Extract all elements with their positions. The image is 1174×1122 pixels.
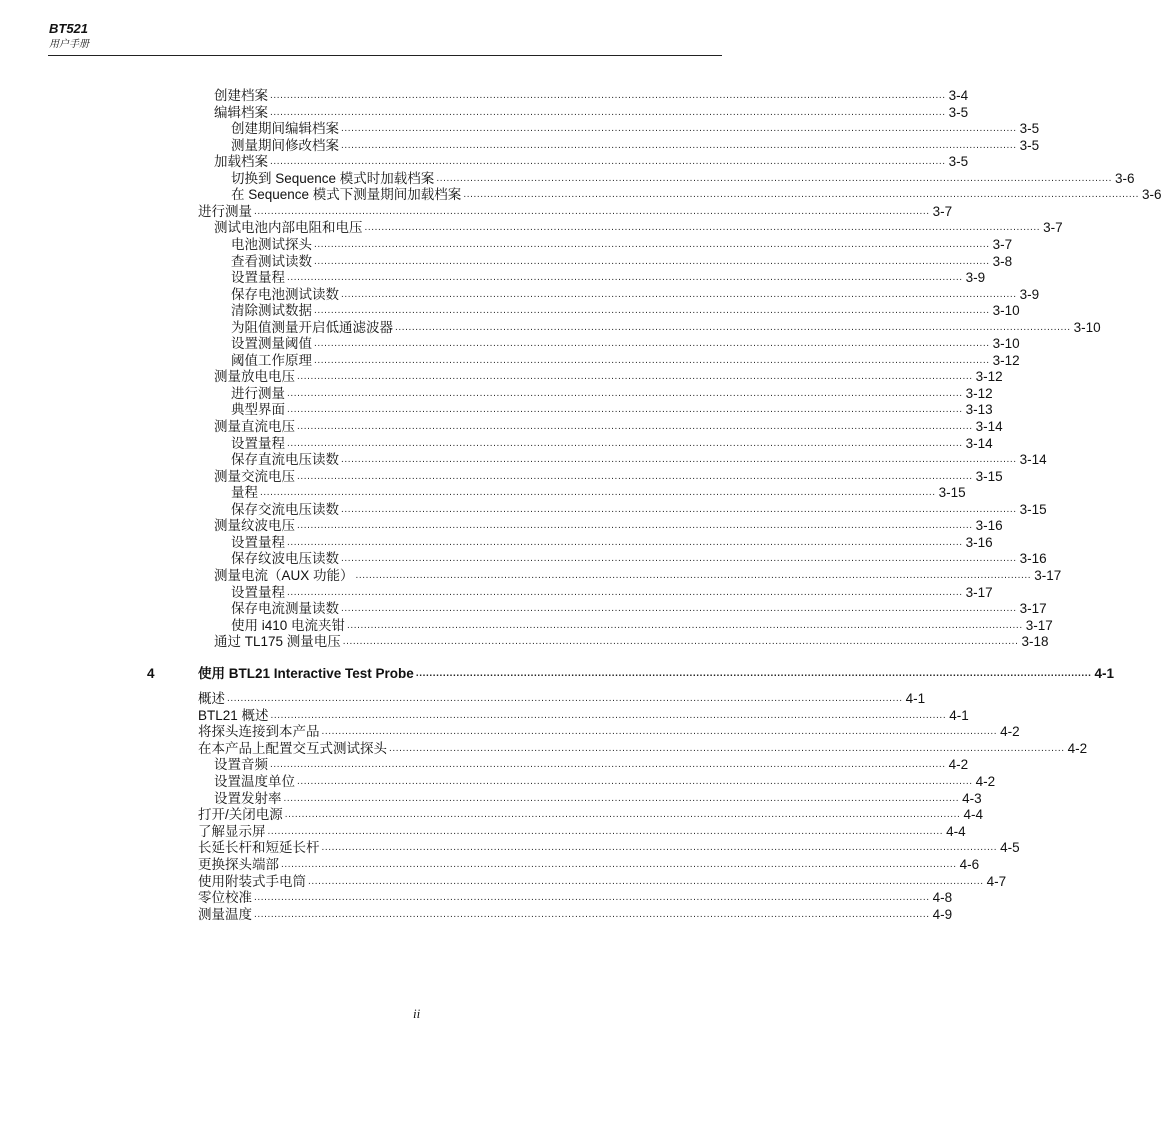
toc-entry-page: 4-9 (932, 906, 953, 922)
dot-leader: ........................................................................................................................................................................................................ (287, 387, 963, 399)
toc-entry[interactable] (198, 823, 966, 840)
toc-entry-page: 3-6 (1141, 187, 1162, 203)
toc-entry[interactable] (198, 203, 953, 220)
toc-entry-title: 测试电池内部电阻和电压 (214, 220, 363, 236)
dot-leader: ........................................................................................................................................................................................................ (364, 222, 1041, 234)
toc-entry[interactable] (198, 120, 1040, 137)
dot-leader: ........................................................................................................................................................................................................ (297, 371, 973, 383)
dot-leader: ........................................................................................................................................................................................................ (341, 553, 1017, 565)
dot-leader: ........................................................................................................................................................................................................ (342, 636, 1019, 648)
toc-entry-title: 编辑档案 (214, 104, 268, 120)
toc-entry-page: 3-13 (965, 402, 993, 418)
toc-entry-title: 长延长杆和短延长杆 (198, 840, 320, 856)
dot-leader: ........................................................................................................................................................................................................ (297, 470, 973, 482)
toc-entry-page: 4-2 (975, 774, 996, 789)
toc-entry-title: BTL21 概述 (198, 707, 269, 723)
toc-entry-title: 打开/关闭电源 (198, 807, 283, 823)
toc-entry-page: 3-4 (948, 88, 969, 103)
dot-leader: ........................................................................................................................................................................................................ (287, 272, 963, 284)
toc-entry-title: 进行测量 (231, 385, 285, 401)
header-divider (48, 55, 722, 56)
toc-entry[interactable] (198, 335, 1020, 352)
dot-leader: ........................................................................................................................................................................................................ (297, 520, 973, 532)
toc-entry-page: 4-2 (1067, 740, 1088, 756)
toc-entry-title: 更换探头端部 (198, 857, 279, 872)
dot-leader: ........................................................................................................................................................................................................ (287, 437, 963, 449)
toc-entry-page: 3-5 (948, 104, 969, 120)
toc-entry-title: 测量温度 (198, 906, 252, 922)
toc-entry-page: 3-17 (965, 584, 993, 600)
toc-entry-title: 通过 TL175 测量电压 (214, 634, 341, 650)
toc-entry[interactable] (198, 617, 1053, 634)
dot-leader: ........................................................................................................................................................................................................ (314, 338, 990, 350)
toc-entry[interactable] (198, 137, 1040, 154)
toc-entry-title: 测量交流电压 (214, 468, 295, 484)
toc-chapter-heading[interactable] (198, 665, 1114, 682)
toc-entry-page: 4-8 (932, 890, 953, 906)
toc-entry-page: 3-16 (1019, 551, 1047, 567)
dot-leader: ........................................................................................................................................................................................................ (227, 693, 903, 704)
dot-leader: ........................................................................................................................................................................................................ (436, 172, 1112, 184)
toc-entry-title: 零位校准 (198, 890, 252, 906)
toc-entry-title: 将探头连接到本产品 (198, 724, 320, 740)
dot-leader: ........................................................................................................................................................................................................ (260, 487, 936, 499)
toc-entry-page: 4-3 (962, 790, 982, 806)
dot-leader: ........................................................................................................................................................................................................ (297, 776, 973, 787)
dot-leader: ........................................................................................................................................................................................................ (341, 288, 1017, 300)
toc-entry-page: 3-16 (975, 518, 1003, 534)
dot-leader: ........................................................................................................................................................................................................ (284, 809, 961, 821)
toc-entry-title: 设置量程 (231, 534, 285, 550)
dot-leader: ........................................................................................................................................................................................................ (287, 404, 963, 416)
toc-entry-page: 3-7 (1043, 220, 1063, 236)
toc-entry-page: 3-17 (1019, 601, 1047, 617)
dot-leader: ........................................................................................................................................................................................................ (347, 619, 1023, 631)
toc-entry-title: 测量直流电压 (214, 419, 295, 434)
toc-entry[interactable] (198, 286, 1040, 303)
toc-entry[interactable] (198, 236, 1013, 253)
toc-entry[interactable] (198, 385, 993, 402)
toc-entry[interactable] (198, 567, 1062, 584)
dot-leader: ........................................................................................................................................................................................................ (308, 875, 984, 887)
toc-entry-title: 清除测试数据 (231, 303, 312, 319)
toc-entry-title: 在 Sequence 模式下测量期间加载档案 (231, 187, 462, 203)
toc-entry-title: 电池测试探头 (231, 236, 312, 252)
toc-entry-title: 阈值工作原理 (231, 352, 312, 368)
toc-entry[interactable] (198, 352, 1020, 369)
toc-entry-title: 设置测量阈值 (231, 336, 312, 352)
toc-entry[interactable] (198, 253, 1013, 270)
toc-entry-title: 使用附装式手电筒 (198, 873, 306, 889)
toc-entry[interactable] (198, 170, 1135, 187)
toc-entry-page: 3-7 (932, 203, 953, 219)
toc-entry-title: 切换到 Sequence 模式时加载档案 (231, 170, 435, 186)
toc-entry[interactable] (198, 740, 1088, 757)
toc-entry-page: 4-7 (986, 873, 1007, 889)
dot-leader: ........................................................................................................................................................................................................ (415, 668, 1092, 679)
dot-leader: ........................................................................................................................................................................................................ (355, 569, 1032, 581)
dot-leader: ........................................................................................................................................................................................................ (254, 908, 930, 920)
toc-entry-title: 设置量程 (231, 435, 285, 451)
toc-entry-page: 3-14 (1019, 452, 1047, 468)
toc-entry-title: 设置温度单位 (214, 774, 295, 789)
toc-entry[interactable] (198, 269, 986, 286)
toc-entry-title: 测量放电电压 (214, 369, 295, 385)
toc-entry-page: 3-5 (1019, 137, 1040, 153)
toc-entry-page: 3-12 (975, 369, 1003, 385)
dot-leader: ........................................................................................................................................................................................................ (341, 503, 1017, 515)
toc-entry[interactable] (198, 418, 1003, 435)
toc-entry[interactable] (198, 806, 983, 823)
toc-entry[interactable] (198, 534, 993, 551)
toc-entry-title: 创建期间编辑档案 (231, 121, 339, 137)
toc-entry-page: 3-15 (975, 468, 1003, 484)
toc-entry-title: 保存交流电压读数 (231, 501, 339, 517)
dot-leader: ........................................................................................................................................................................................................ (254, 892, 930, 904)
toc-chapter-page: 4-1 (1094, 666, 1114, 681)
toc-entry-page: 3-14 (965, 435, 993, 451)
toc-entry-page: 4-2 (948, 757, 969, 773)
toc-entry-page: 4-4 (946, 823, 966, 839)
toc-entry-title: 典型界面 (231, 402, 285, 418)
toc-entry-title: 加载档案 (214, 154, 268, 170)
dot-leader: ........................................................................................................................................................................................................ (341, 603, 1017, 615)
dot-leader: ........................................................................................................................................................................................................ (270, 759, 946, 771)
toc-entry-page: 3-12 (992, 352, 1020, 368)
toc-entry-title: 测量纹波电压 (214, 518, 295, 534)
toc-entry[interactable] (198, 302, 1020, 319)
dot-leader: ........................................................................................................................................................................................................ (270, 709, 947, 721)
toc-entry-title: 设置量程 (231, 270, 285, 286)
toc-entry[interactable] (198, 600, 1047, 617)
toc-entry-title: 设置音频 (214, 757, 268, 773)
toc-entry-title: 保存电池测试读数 (231, 286, 339, 302)
dot-leader: ........................................................................................................................................................................................................ (281, 859, 957, 870)
toc-entry-page: 3-5 (948, 154, 969, 170)
toc-entry[interactable] (198, 319, 1101, 336)
toc-entry[interactable] (198, 773, 996, 790)
toc-entry-title: 创建档案 (214, 88, 268, 103)
toc-entry[interactable] (198, 889, 953, 906)
toc-entry[interactable] (198, 401, 993, 418)
toc-entry[interactable] (198, 550, 1047, 567)
toc-entry[interactable] (198, 219, 1063, 236)
toc-entry-page: 3-7 (992, 236, 1013, 252)
toc-entry-page: 3-9 (965, 270, 986, 286)
dot-leader: ........................................................................................................................................................................................................ (314, 238, 990, 250)
toc-entry[interactable] (198, 839, 1020, 856)
toc-entry[interactable] (198, 690, 926, 707)
toc-entry[interactable] (198, 501, 1047, 518)
toc-entry[interactable] (198, 584, 993, 601)
dot-leader: ........................................................................................................................................................................................................ (270, 106, 946, 118)
toc-entry[interactable] (198, 468, 1003, 485)
dot-leader: ........................................................................................................................................................................................................ (297, 421, 973, 432)
dot-leader: ........................................................................................................................................................................................................ (314, 354, 990, 366)
toc-entry-title: 使用 i410 电流夹钳 (231, 617, 346, 633)
dot-leader: ........................................................................................................................................................................................................ (267, 825, 944, 837)
toc-entry[interactable] (198, 87, 969, 104)
dot-leader: ........................................................................................................................................................................................................ (341, 139, 1017, 151)
toc-entry-page: 3-10 (1073, 319, 1101, 335)
toc-entry[interactable] (198, 856, 980, 873)
toc-entry-title: 进行测量 (198, 203, 252, 219)
dot-leader: ........................................................................................................................................................................................................ (283, 792, 960, 804)
dot-leader: ........................................................................................................................................................................................................ (321, 726, 998, 738)
toc-entry[interactable] (198, 633, 1049, 650)
toc-entry-title: 在本产品上配置交互式测试探头 (198, 740, 387, 756)
toc-entry[interactable] (198, 906, 953, 923)
toc-entry-page: 3-12 (965, 385, 993, 401)
toc-entry-page: 4-5 (1000, 840, 1020, 856)
toc-entry-title: 保存纹波电压读数 (231, 551, 339, 567)
toc-entry[interactable] (198, 756, 969, 773)
toc-entry[interactable] (198, 368, 1003, 385)
document-subtitle: 用户手册 (49, 39, 89, 50)
toc-entry[interactable] (198, 451, 1047, 468)
page-number: ii (413, 1006, 421, 1021)
toc-entry[interactable] (198, 484, 966, 501)
toc-entry-page: 4-2 (1000, 724, 1020, 740)
dot-leader: ........................................................................................................................................................................................................ (254, 205, 930, 217)
toc-entry-page: 3-8 (992, 253, 1013, 269)
toc-entry[interactable] (198, 790, 982, 807)
toc-entry-title: 保存直流电压读数 (231, 452, 339, 468)
dot-leader: ........................................................................................................................................................................................................ (463, 189, 1139, 201)
toc-entry-page: 3-5 (1019, 121, 1040, 137)
toc-entry-page: 3-16 (965, 534, 993, 550)
toc-entry-title: 保存电流测量读数 (231, 601, 339, 617)
toc-entry-title: 了解显示屏 (198, 823, 266, 839)
dot-leader: ........................................................................................................................................................................................................ (287, 536, 963, 548)
dot-leader: ........................................................................................................................................................................................................ (314, 305, 990, 317)
toc-chapter-title: 使用 BTL21 Interactive Test Probe (198, 666, 414, 681)
toc-entry-page: 3-10 (992, 303, 1020, 319)
toc-entry[interactable] (198, 186, 1162, 203)
toc-entry[interactable] (198, 153, 969, 170)
toc-entry[interactable] (198, 517, 1003, 534)
dot-leader: ........................................................................................................................................................................................................ (389, 742, 1065, 754)
dot-leader: ........................................................................................................................................................................................................ (287, 586, 963, 598)
toc-entry-page: 3-17 (1034, 567, 1062, 583)
toc-entry-title: 为阻值测量开启低通滤波器 (231, 319, 393, 335)
toc-entry-page: 3-10 (992, 336, 1020, 352)
dot-leader: ........................................................................................................................................................................................................ (341, 454, 1017, 466)
toc-entry-page: 3-6 (1114, 170, 1135, 186)
dot-leader: ........................................................................................................................................................................................................ (270, 90, 946, 101)
toc-entry-page: 4-1 (949, 707, 969, 723)
toc-entry-page: 3-15 (938, 485, 966, 501)
toc-entry-title: 测量电流（AUX 功能） (214, 567, 354, 583)
dot-leader: ........................................................................................................................................................................................................ (341, 123, 1017, 135)
chapter-number: 4 (147, 666, 155, 681)
toc-entry-title: 设置量程 (231, 584, 285, 600)
document-title: BT521 (49, 21, 89, 36)
dot-leader: ........................................................................................................................................................................................................ (314, 255, 990, 267)
toc-entry[interactable] (198, 104, 969, 121)
toc-entry-page: 3-17 (1025, 617, 1053, 633)
toc-entry[interactable] (198, 435, 993, 452)
dot-leader: ........................................................................................................................................................................................................ (321, 842, 998, 854)
toc-entry-page: 4-4 (963, 807, 983, 823)
dot-leader: ........................................................................................................................................................................................................ (270, 156, 946, 168)
toc-entry[interactable] (198, 707, 969, 724)
toc-entry-page: 3-14 (975, 419, 1003, 434)
toc-entry-page: 3-15 (1019, 501, 1047, 517)
toc-entry-page: 4-6 (959, 857, 980, 872)
toc-entry-title: 设置发射率 (214, 790, 282, 806)
toc-entry[interactable] (198, 873, 1007, 890)
toc-entry-page: 3-9 (1019, 286, 1040, 302)
toc-entry-title: 量程 (231, 485, 258, 501)
toc-entry-title: 查看测试读数 (231, 253, 312, 269)
toc-entry-title: 测量期间修改档案 (231, 137, 339, 153)
toc-entry-page: 3-18 (1021, 634, 1049, 650)
dot-leader: ........................................................................................................................................................................................................ (395, 321, 1071, 333)
toc-entry-title: 概述 (198, 691, 225, 706)
toc-entry[interactable] (198, 723, 1020, 740)
toc-entry-page: 4-1 (905, 691, 926, 706)
